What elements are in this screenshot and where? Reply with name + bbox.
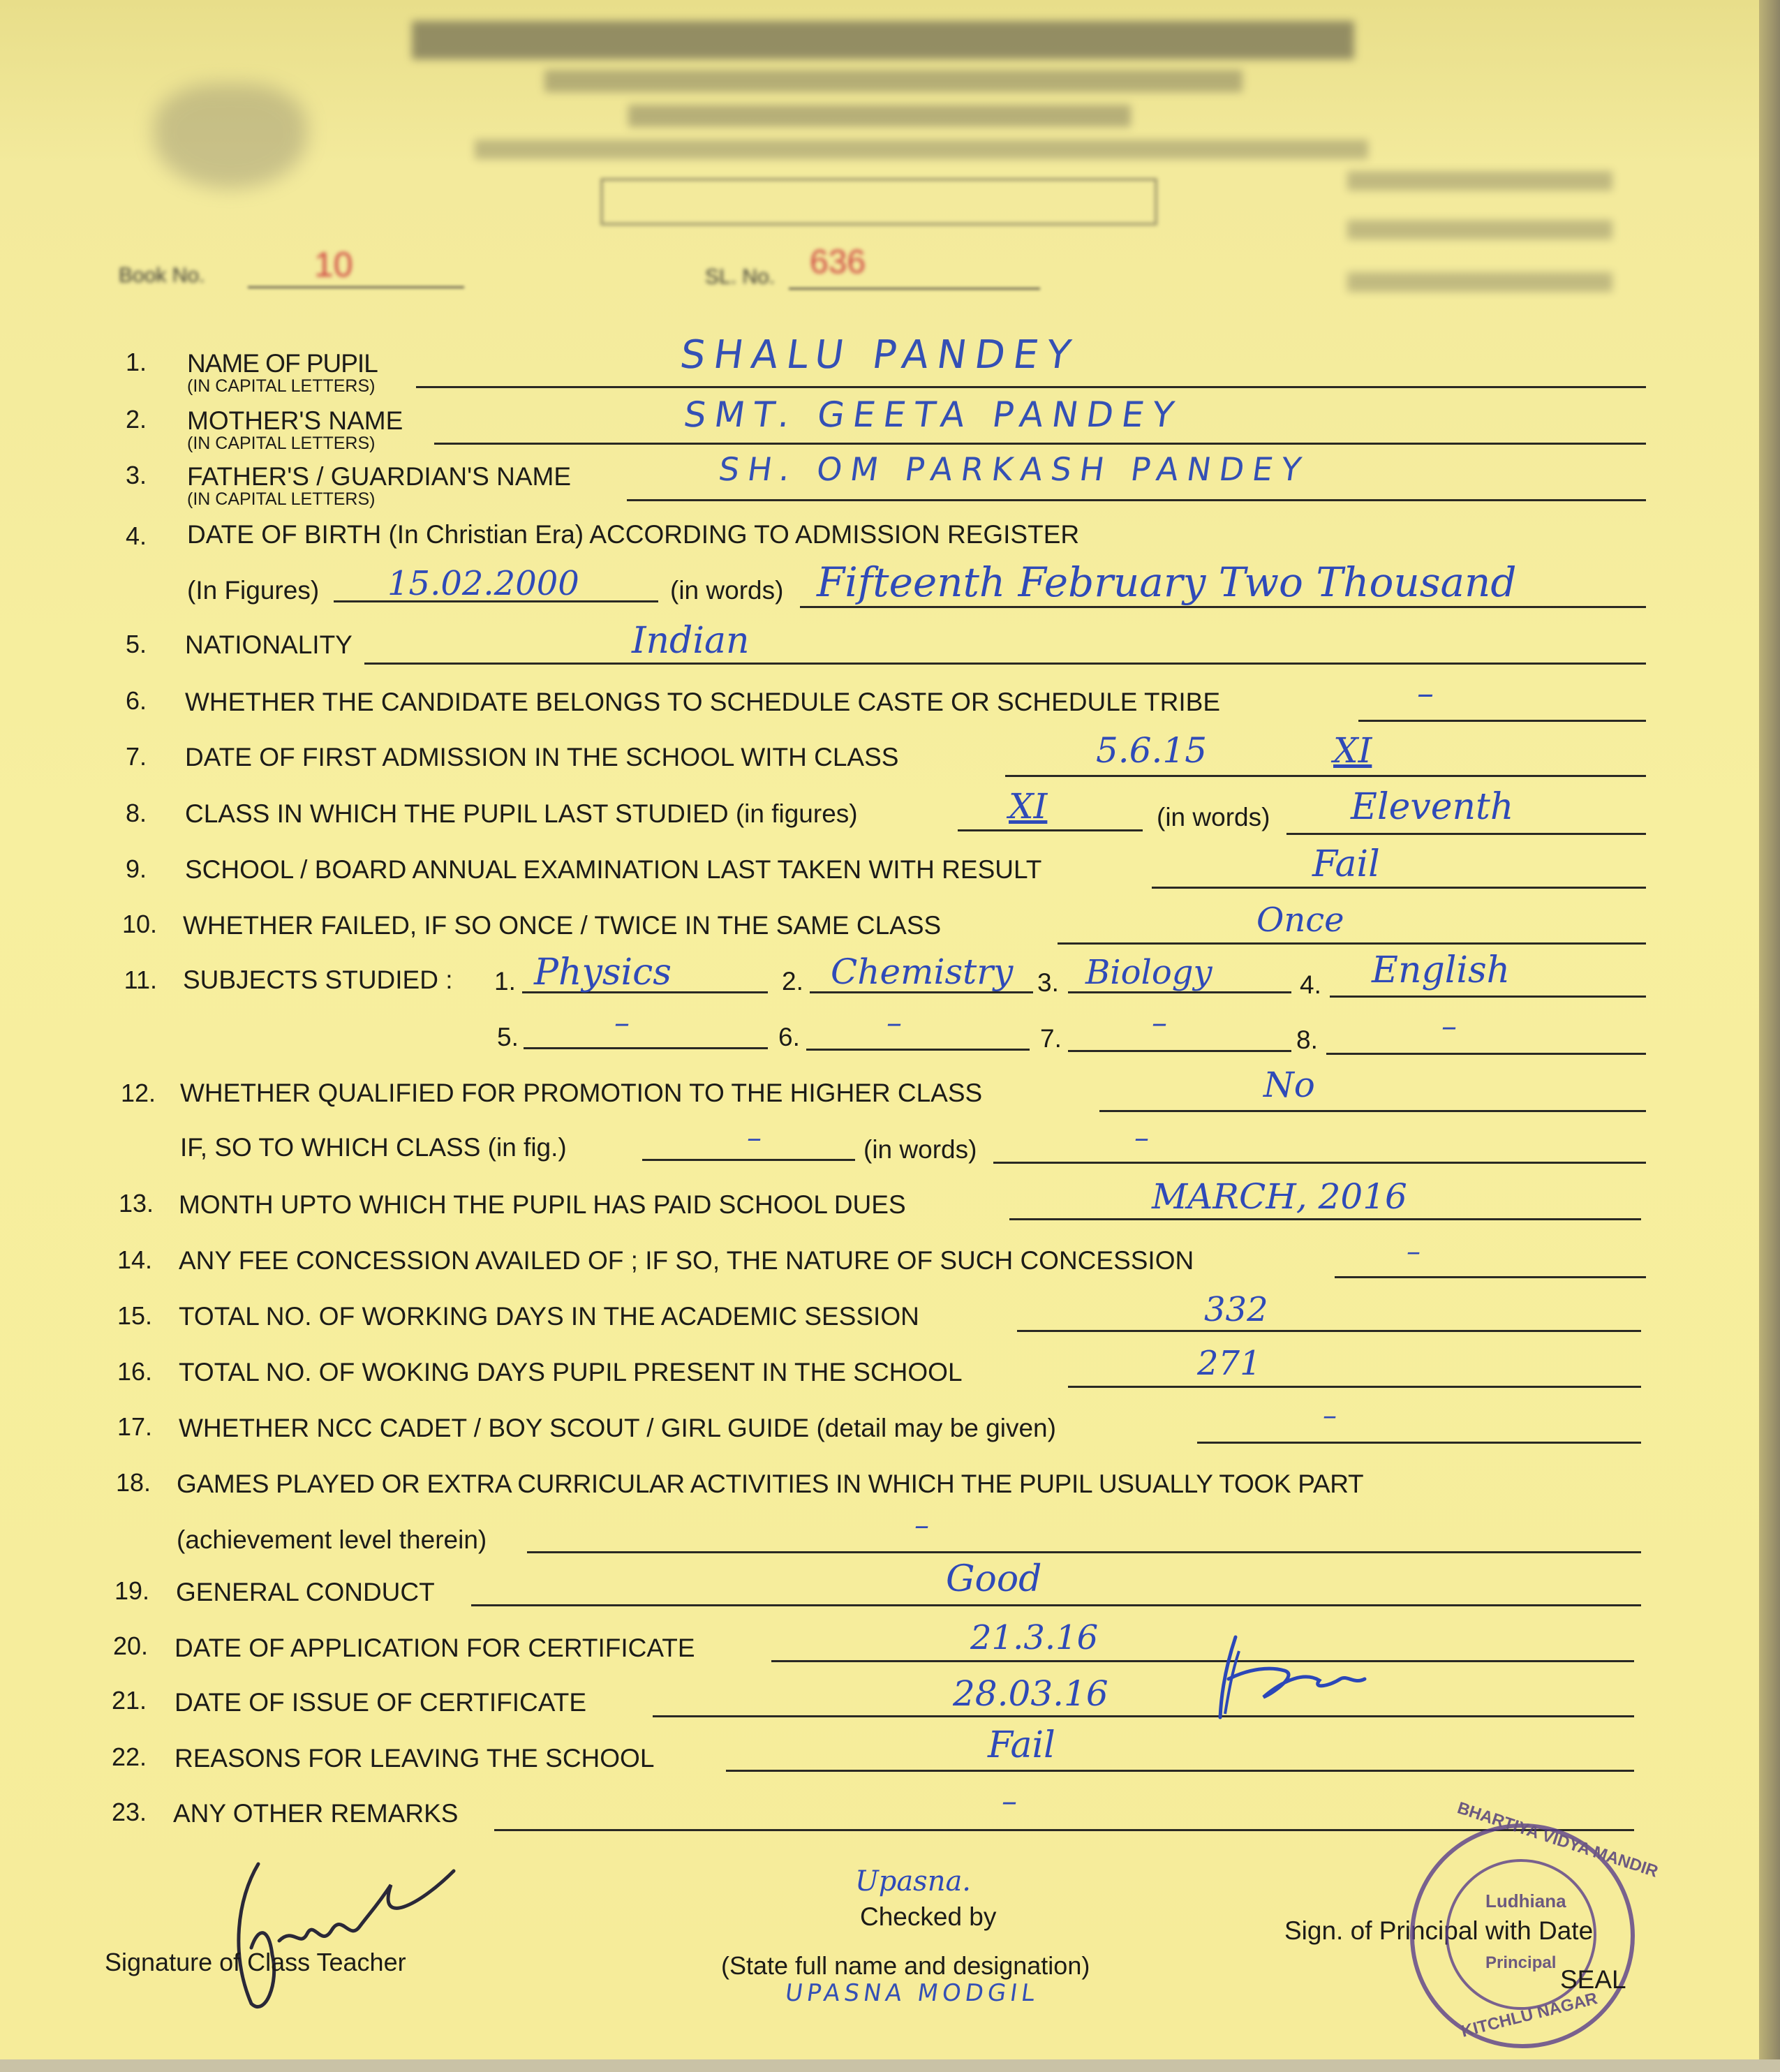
field-6-label: WHETHER THE CANDIDATE BELONGS TO SCHEDULE CASTE OR SCHEDULE TRIBE	[185, 688, 1221, 716]
field-20-number: 20.	[112, 1631, 148, 1660]
checked-by-note: (State full name and designation)	[721, 1951, 1090, 1980]
field-5-value: Indian	[632, 620, 750, 662]
page-edge-shadow	[1759, 0, 1780, 2072]
school-emblem	[154, 84, 307, 188]
field-2-label: MOTHER'S NAME	[187, 406, 403, 435]
field-5-number: 5.	[125, 630, 147, 658]
field-15-label: TOTAL NO. OF WORKING DAYS IN THE ACADEMIC SESSION	[179, 1302, 919, 1331]
field-12-class-label: IF, SO TO WHICH CLASS (in fig.)	[180, 1133, 567, 1162]
book-no-value: 10	[314, 245, 353, 284]
field-16-value: 271	[1197, 1344, 1261, 1383]
field-20-line	[771, 1660, 1634, 1662]
checked-by-label: Checked by	[860, 1902, 997, 1931]
field-13-value: MARCH, 2016	[1152, 1176, 1407, 1217]
field-4-figures-label: (In Figures)	[187, 576, 320, 605]
field-8-words-line	[1286, 833, 1646, 835]
subject-3-index: 3.	[1037, 968, 1059, 997]
field-18-label: GAMES PLAYED OR EXTRA CURRICULAR ACTIVITIES IN WHICH THE PUPIL USUALLY TOOK PART	[177, 1470, 1364, 1498]
field-19-label: GENERAL CONDUCT	[176, 1578, 435, 1606]
field-1-number: 1.	[125, 348, 147, 376]
subject-7-index: 7.	[1040, 1024, 1062, 1053]
field-17-line	[1197, 1442, 1641, 1444]
header-right-info-2	[1347, 220, 1612, 239]
field-9-line	[1152, 887, 1646, 889]
seal-text-role: Principal	[1485, 1953, 1557, 1972]
subject-6-value: –	[887, 1005, 902, 1041]
book-no-line	[248, 286, 464, 288]
field-14-number: 14.	[117, 1245, 152, 1274]
field-21-number: 21.	[111, 1686, 147, 1715]
affiliation-line	[475, 140, 1368, 159]
sl-no-label: SL. No.	[705, 265, 776, 288]
field-6-value: –	[1417, 674, 1434, 713]
field-7-label: DATE OF FIRST ADMISSION IN THE SCHOOL WITH CLASS	[185, 743, 899, 771]
field-22-value: Fail	[988, 1724, 1055, 1766]
field-9-number: 9.	[125, 854, 147, 883]
principal-signature-label: Sign. of Principal with Date	[1284, 1916, 1594, 1945]
field-16-number: 16.	[117, 1357, 152, 1386]
field-10-line	[1058, 942, 1646, 945]
field-7-line	[1005, 775, 1646, 777]
field-12-number: 12.	[120, 1079, 156, 1107]
field-8-figures-value: XI	[1009, 786, 1048, 827]
seal-text-top: BHARTIYA VIDYA MANDIR	[1455, 1798, 1661, 1881]
field-10-value: Once	[1256, 901, 1344, 940]
field-3-line	[627, 499, 1646, 501]
field-2-number: 2.	[125, 405, 147, 434]
subject-2-value: Chemistry	[831, 952, 1014, 992]
school-seal	[1410, 1798, 1661, 2048]
book-no-label: Book No.	[119, 264, 205, 287]
field-3-sublabel: (IN CAPITAL LETTERS)	[187, 489, 376, 509]
field-17-label: WHETHER NCC CADET / BOY SCOUT / GIRL GUIDE (detail may be given)	[179, 1414, 1056, 1442]
field-21-line	[653, 1715, 1634, 1717]
sl-no-line	[789, 288, 1040, 290]
field-18-achievement-label: (achievement level therein)	[177, 1525, 487, 1554]
field-12-class-value: –	[747, 1120, 762, 1155]
field-14-line	[1335, 1276, 1646, 1278]
field-1-label: NAME OF PUPIL	[187, 349, 378, 378]
checked-by-name: UPASNA MODGIL	[783, 1979, 1041, 2007]
field-18-value: –	[914, 1508, 929, 1542]
subject-6-line	[806, 1049, 1030, 1051]
checked-by-signature: Upasna.	[855, 1865, 972, 1897]
field-1-sublabel: (IN CAPITAL LETTERS)	[187, 376, 376, 396]
field-12-words-line	[993, 1162, 1646, 1164]
header-right-info-1	[1347, 171, 1612, 191]
field-22-line	[726, 1770, 1634, 1772]
field-12-words-label: (in words)	[863, 1135, 977, 1164]
subject-7-value: –	[1152, 1005, 1167, 1041]
field-19-value: Good	[946, 1558, 1042, 1600]
field-21-value: 28.03.16	[953, 1673, 1108, 1714]
field-8-figures-line	[958, 829, 1143, 831]
field-15-line	[1017, 1330, 1641, 1332]
field-22-number: 22.	[111, 1742, 147, 1771]
field-4-figures-value: 15.02.2000	[387, 564, 579, 603]
subject-8-value: –	[1441, 1009, 1457, 1044]
subject-5-line	[524, 1047, 768, 1049]
field-11-number: 11.	[124, 965, 157, 994]
field-17-value: –	[1323, 1400, 1337, 1432]
field-2-line	[434, 443, 1646, 445]
field-23-value: –	[1002, 1784, 1017, 1819]
field-5-line	[364, 663, 1646, 665]
field-8-label: CLASS IN WHICH THE PUPIL LAST STUDIED (in figures)	[185, 799, 858, 828]
subject-5-index: 5.	[497, 1023, 519, 1051]
field-12-value: No	[1263, 1065, 1315, 1105]
field-4-number: 4.	[125, 521, 147, 550]
school-address-line	[544, 70, 1243, 92]
issuing-official-signature	[1208, 1630, 1368, 1728]
field-18-number: 18.	[115, 1468, 151, 1497]
subject-1-index: 1.	[494, 967, 516, 996]
field-13-number: 13.	[118, 1189, 154, 1218]
field-23-line	[494, 1829, 1634, 1831]
field-3-value: SH. OM PARKASH PANDEY	[716, 450, 1312, 488]
seal-text-city: Ludhiana	[1485, 1890, 1566, 1911]
field-1-line	[416, 386, 1646, 388]
field-7-number: 7.	[125, 742, 147, 771]
field-10-number: 10.	[121, 910, 157, 938]
field-1-value: SHALU PANDEY	[677, 332, 1082, 378]
field-14-value: –	[1407, 1236, 1421, 1268]
field-9-value: Fail	[1312, 843, 1380, 885]
subject-5-value: –	[614, 1005, 630, 1041]
subject-2-index: 2.	[782, 967, 803, 996]
subject-3-value: Biology	[1085, 953, 1212, 992]
class-teacher-signature	[209, 1843, 461, 2025]
field-17-number: 17.	[117, 1412, 152, 1441]
field-12-label: WHETHER QUALIFIED FOR PROMOTION TO THE HIGHER CLASS	[180, 1079, 983, 1107]
field-23-number: 23.	[111, 1798, 147, 1826]
subject-1-value: Physics	[534, 952, 672, 993]
field-12-line	[1099, 1110, 1646, 1112]
field-10-label: WHETHER FAILED, IF SO ONCE / TWICE IN THE SAME CLASS	[183, 911, 942, 940]
certificate-title-box	[600, 178, 1157, 225]
field-23-label: ANY OTHER REMARKS	[173, 1799, 459, 1828]
school-name-banner	[412, 21, 1354, 59]
field-3-number: 3.	[125, 461, 147, 489]
subject-4-index: 4.	[1300, 970, 1321, 999]
field-20-value: 21.3.16	[970, 1618, 1099, 1657]
field-6-number: 6.	[125, 686, 147, 715]
field-11-label: SUBJECTS STUDIED :	[183, 965, 453, 994]
header-right-info-3	[1347, 272, 1612, 292]
field-2-value: SMT. GEETA PANDEY	[681, 394, 1185, 435]
subject-6-index: 6.	[778, 1023, 800, 1051]
field-19-line	[471, 1604, 1641, 1606]
page-bottom-edge	[0, 2059, 1780, 2072]
field-16-label: TOTAL NO. OF WOKING DAYS PUPIL PRESENT IN THE SCHOOL	[179, 1358, 963, 1386]
field-21-label: DATE OF ISSUE OF CERTIFICATE	[175, 1688, 586, 1717]
field-6-line	[1358, 720, 1646, 722]
field-7-value: 5.6.15	[1096, 730, 1208, 771]
class-teacher-signature-label: Signature of Class Teacher	[105, 1948, 406, 1976]
subject-8-line	[1326, 1053, 1646, 1055]
subject-8-index: 8.	[1296, 1026, 1318, 1054]
field-2-sublabel: (IN CAPITAL LETTERS)	[187, 434, 376, 453]
subject-4-value: English	[1372, 949, 1511, 991]
field-22-label: REASONS FOR LEAVING THE SCHOOL	[175, 1744, 655, 1773]
subject-4-line	[1330, 996, 1646, 998]
field-19-number: 19.	[114, 1576, 149, 1605]
field-13-line	[1009, 1218, 1641, 1220]
field-8-words-label: (in words)	[1157, 803, 1270, 831]
field-4-words-value: Fifteenth February Two Thousand	[817, 558, 1517, 606]
seal-text-bottom: KITCHLU NAGAR	[1459, 1989, 1600, 2041]
field-15-number: 15.	[117, 1301, 152, 1330]
school-city-line	[628, 105, 1131, 127]
field-4-words-label: (in words)	[670, 576, 784, 605]
field-8-words-value: Eleventh	[1351, 786, 1514, 828]
field-3-label: FATHER'S / GUARDIAN'S NAME	[187, 462, 572, 491]
field-9-label: SCHOOL / BOARD ANNUAL EXAMINATION LAST TAKEN WITH RESULT	[185, 855, 1042, 884]
field-4-label: DATE OF BIRTH (In Christian Era) ACCORDING TO ADMISSION REGISTER	[187, 520, 1080, 549]
field-13-label: MONTH UPTO WHICH THE PUPIL HAS PAID SCHOOL DUES	[179, 1190, 906, 1219]
field-8-number: 8.	[125, 799, 147, 827]
field-12-words-value: –	[1134, 1120, 1149, 1155]
field-14-label: ANY FEE CONCESSION AVAILED OF ; IF SO, THE NATURE OF SUCH CONCESSION	[179, 1246, 1194, 1275]
field-20-label: DATE OF APPLICATION FOR CERTIFICATE	[175, 1634, 695, 1662]
field-18-line	[527, 1551, 1641, 1553]
field-7-class-value: XI	[1333, 730, 1372, 771]
seal-label: SEAL	[1560, 1965, 1626, 1994]
sl-no-value: 636	[810, 244, 866, 281]
subject-7-line	[1068, 1050, 1291, 1052]
field-16-line	[1068, 1386, 1641, 1388]
field-5-label: NATIONALITY	[185, 630, 353, 659]
field-4-words-line	[800, 606, 1646, 608]
field-12-class-line	[642, 1159, 855, 1161]
field-15-value: 332	[1204, 1290, 1268, 1329]
